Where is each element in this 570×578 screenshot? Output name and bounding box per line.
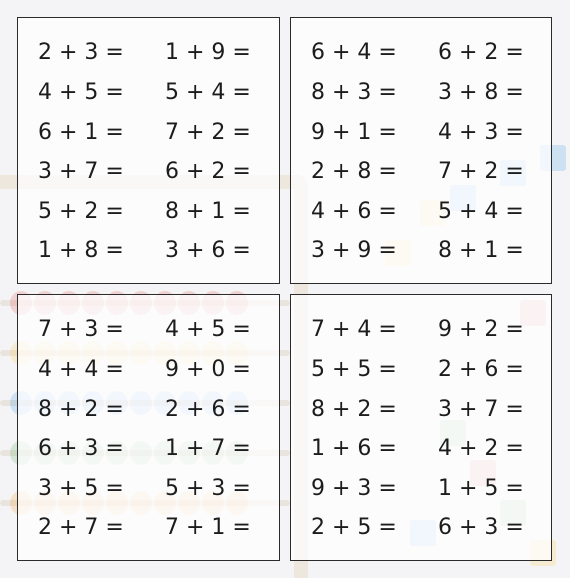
equation: 3 + 8 = — [438, 80, 524, 105]
equation: 2 + 6 = — [165, 397, 251, 422]
equation: 6 + 1 = — [38, 120, 124, 145]
equation: 3 + 5 = — [38, 476, 124, 501]
equation: 8 + 1 = — [438, 238, 524, 263]
problem-panel-1 — [17, 17, 280, 284]
equation: 3 + 7 = — [438, 397, 524, 422]
equation: 7 + 2 = — [165, 120, 251, 145]
equation: 1 + 9 = — [165, 40, 251, 65]
equation: 2 + 5 = — [311, 515, 397, 540]
equation: 4 + 5 = — [38, 80, 124, 105]
problem-panel-2 — [290, 17, 552, 284]
equation: 8 + 2 = — [38, 397, 124, 422]
equation: 6 + 2 = — [438, 40, 524, 65]
equation: 9 + 2 = — [438, 317, 524, 342]
equation: 5 + 3 = — [165, 476, 251, 501]
equation: 4 + 3 = — [438, 120, 524, 145]
problem-panel-4 — [290, 294, 552, 561]
equation: 3 + 7 = — [38, 159, 124, 184]
equation: 2 + 6 = — [438, 357, 524, 382]
equation: 4 + 2 = — [438, 436, 524, 461]
equation: 2 + 3 = — [38, 40, 124, 65]
equation: 9 + 3 = — [311, 476, 397, 501]
equation: 6 + 4 = — [311, 40, 397, 65]
equation: 3 + 6 = — [165, 238, 251, 263]
equation: 8 + 3 = — [311, 80, 397, 105]
equation: 4 + 4 = — [38, 357, 124, 382]
equation: 4 + 6 = — [311, 199, 397, 224]
equation: 8 + 2 = — [311, 397, 397, 422]
problem-panel-3 — [17, 294, 280, 561]
equation: 1 + 7 = — [165, 436, 251, 461]
equation: 7 + 2 = — [438, 159, 524, 184]
equation: 1 + 6 = — [311, 436, 397, 461]
equation: 7 + 4 = — [311, 317, 397, 342]
equation: 1 + 8 = — [38, 238, 124, 263]
equation: 7 + 1 = — [165, 515, 251, 540]
equation: 7 + 3 = — [38, 317, 124, 342]
equation: 4 + 5 = — [165, 317, 251, 342]
equation: 3 + 9 = — [311, 238, 397, 263]
equation: 6 + 3 = — [38, 436, 124, 461]
equation: 9 + 1 = — [311, 120, 397, 145]
equation: 2 + 7 = — [38, 515, 124, 540]
equation: 6 + 3 = — [438, 515, 524, 540]
equation: 1 + 5 = — [438, 476, 524, 501]
equation: 9 + 0 = — [165, 357, 251, 382]
equation: 8 + 1 = — [165, 199, 251, 224]
equation: 5 + 2 = — [38, 199, 124, 224]
equation: 6 + 2 = — [165, 159, 251, 184]
equation: 5 + 5 = — [311, 357, 397, 382]
equation: 5 + 4 = — [438, 199, 524, 224]
equation: 5 + 4 = — [165, 80, 251, 105]
equation: 2 + 8 = — [311, 159, 397, 184]
